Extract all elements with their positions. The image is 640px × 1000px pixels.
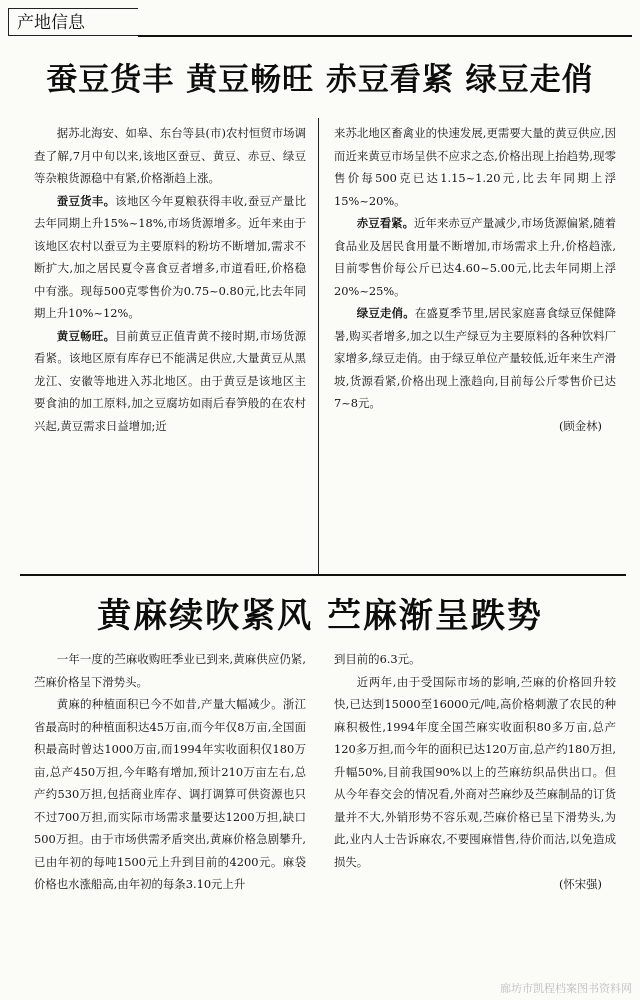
article2-left-column — [34, 648, 306, 993]
article1-intro: 据苏北海安、如皋、东台等县(市)农村恒贸市场调查了解,7月中旬以来,该地区蚕豆、黄豆、赤豆、绿豆等杂粮货源稳中有紧,价格渐趋上涨。 — [34, 126, 306, 185]
subhead-red-bean: 赤豆看紧。 — [356, 216, 415, 230]
red-bean-text: 近年来赤豆产量减少,市场货源偏紧,随着食品业及居民食用量不断增加,市场需求上升,价格趋涨,目前零售价每公斤已达4.60~5.00元,比去年同期上浮20%~25%。 — [334, 216, 616, 298]
article1-byline: (顾金林) — [558, 418, 602, 433]
article1-soybean-paragraph — [34, 325, 306, 438]
article-divider — [20, 574, 626, 576]
subhead-soybean: 黄豆畅旺。 — [56, 328, 116, 343]
section-tab: 产地信息 — [8, 8, 138, 36]
soybean-continued: 来苏北地区畜禽业的快速发展,更需要大量的黄豆供应,因而近来黄豆市场呈供不应求之态,价格出现上抬趋势,现零售价每500克已达1.15~1.20元,比去年同期上浮15%~20%。 — [334, 126, 616, 208]
article1-headline: 蚕豆货丰 黄豆畅旺 赤豆看紧 绿豆走俏 — [46, 62, 594, 98]
subhead-mung-bean: 绿豆走俏。 — [356, 306, 415, 320]
jute-continued: 到目前的6.3元。 — [334, 652, 421, 666]
header-rule — [138, 35, 632, 37]
article2-byline: (怀宋强) — [558, 877, 602, 891]
subhead-broad-bean: 蚕豆货丰。 — [56, 193, 116, 208]
article1-broad-bean-paragraph — [34, 190, 306, 325]
article2-right-column — [334, 648, 616, 993]
article1-left-column — [34, 122, 306, 572]
article2-jute-paragraph: 黄麻的种植面积已今不如昔,产量大幅减少。浙江省最高时的种植面积达45万亩,而今年仅8万亩,全国面积最高时曾达1000万亩,而1994年实收面积仅180万亩,总产450万担,今年略有增加,预计210万亩左右,总产约530万担,包括商业库存、调打调算可供资源也只不过700万担,而实际市场需求量要达1200万担,缺口500万担。由于市场供需矛盾突出,黄麻价格急剧攀升,已由年初的每吨1500元上升到目前的4200元。麻袋价格也水涨船高,由年初的每条3.10元上升 — [34, 697, 306, 891]
article1-red-bean-paragraph — [334, 212, 616, 302]
article2-intro: 一年一度的苎麻收购旺季业已到来,黄麻供应仍紧,苎麻价格呈下滑势头。 — [34, 652, 306, 689]
broad-bean-text: 该地区今年夏粮获得丰收,蚕豆产量比去年同期上升15%~18%,市场货源增多。近年来由于该地区农村以蚕豆为主要原料的粉坊不断增加,需求不断扩大,加之居民夏令喜食豆者增多,市道看旺,价格稳中有涨。现每500克零售价为0.75~0.80元,比去年同期上升10%~12%。 — [34, 193, 306, 320]
article1-right-column — [334, 122, 616, 562]
article1-mung-bean-paragraph — [334, 302, 616, 415]
soybean-text: 目前黄豆正值青黄不接时期,市场货源看紧。该地区原有库存已不能满足供应,大量黄豆从黑龙江、安徽等地进入苏北地区。由于黄豆是该地区主要食油的加工原料,加之豆腐坊如雨后春笋般的在农村兴起,黄豆需求日益增加;近 — [34, 328, 306, 433]
watermark: 廊坊市凯程档案图书资料网 — [500, 982, 632, 995]
article2-headline: 黄麻续吹紧风 苎麻渐呈跌势 — [97, 596, 543, 636]
mung-bean-text: 在盛夏季节里,居民家庭喜食绿豆保健降暑,购买者增多,加之以生产绿豆为主要原料的各种饮料厂家增多,绿豆走俏。由于绿豆单位产量较低,近年来生产滑坡,货源看紧,价格出现上涨趋向,目前每公斤零售价已达7~8元。 — [334, 306, 616, 410]
column-divider — [318, 118, 319, 574]
article2-ramie-paragraph: 近两年,由于受国际市场的影响,苎麻的价格回升较快,已达到15000至16000元/吨,高价格刺激了农民的种麻积极性,1994年度全国苎麻实收面积80多万亩,总产120多万担,而今年的面积已达120万亩,总产约180万担,升幅50%,目前我国90%以上的苎麻纺织品供出口。但从今年春交会的情况看,外商对苎麻纱及苎麻制品的订货量并不大,外销形势不容乐观,苎麻价格已呈下滑势头,为此,业内人士告诉麻农,不要囤麻惜售,待价而沽,以免造成损失。 — [334, 674, 616, 869]
